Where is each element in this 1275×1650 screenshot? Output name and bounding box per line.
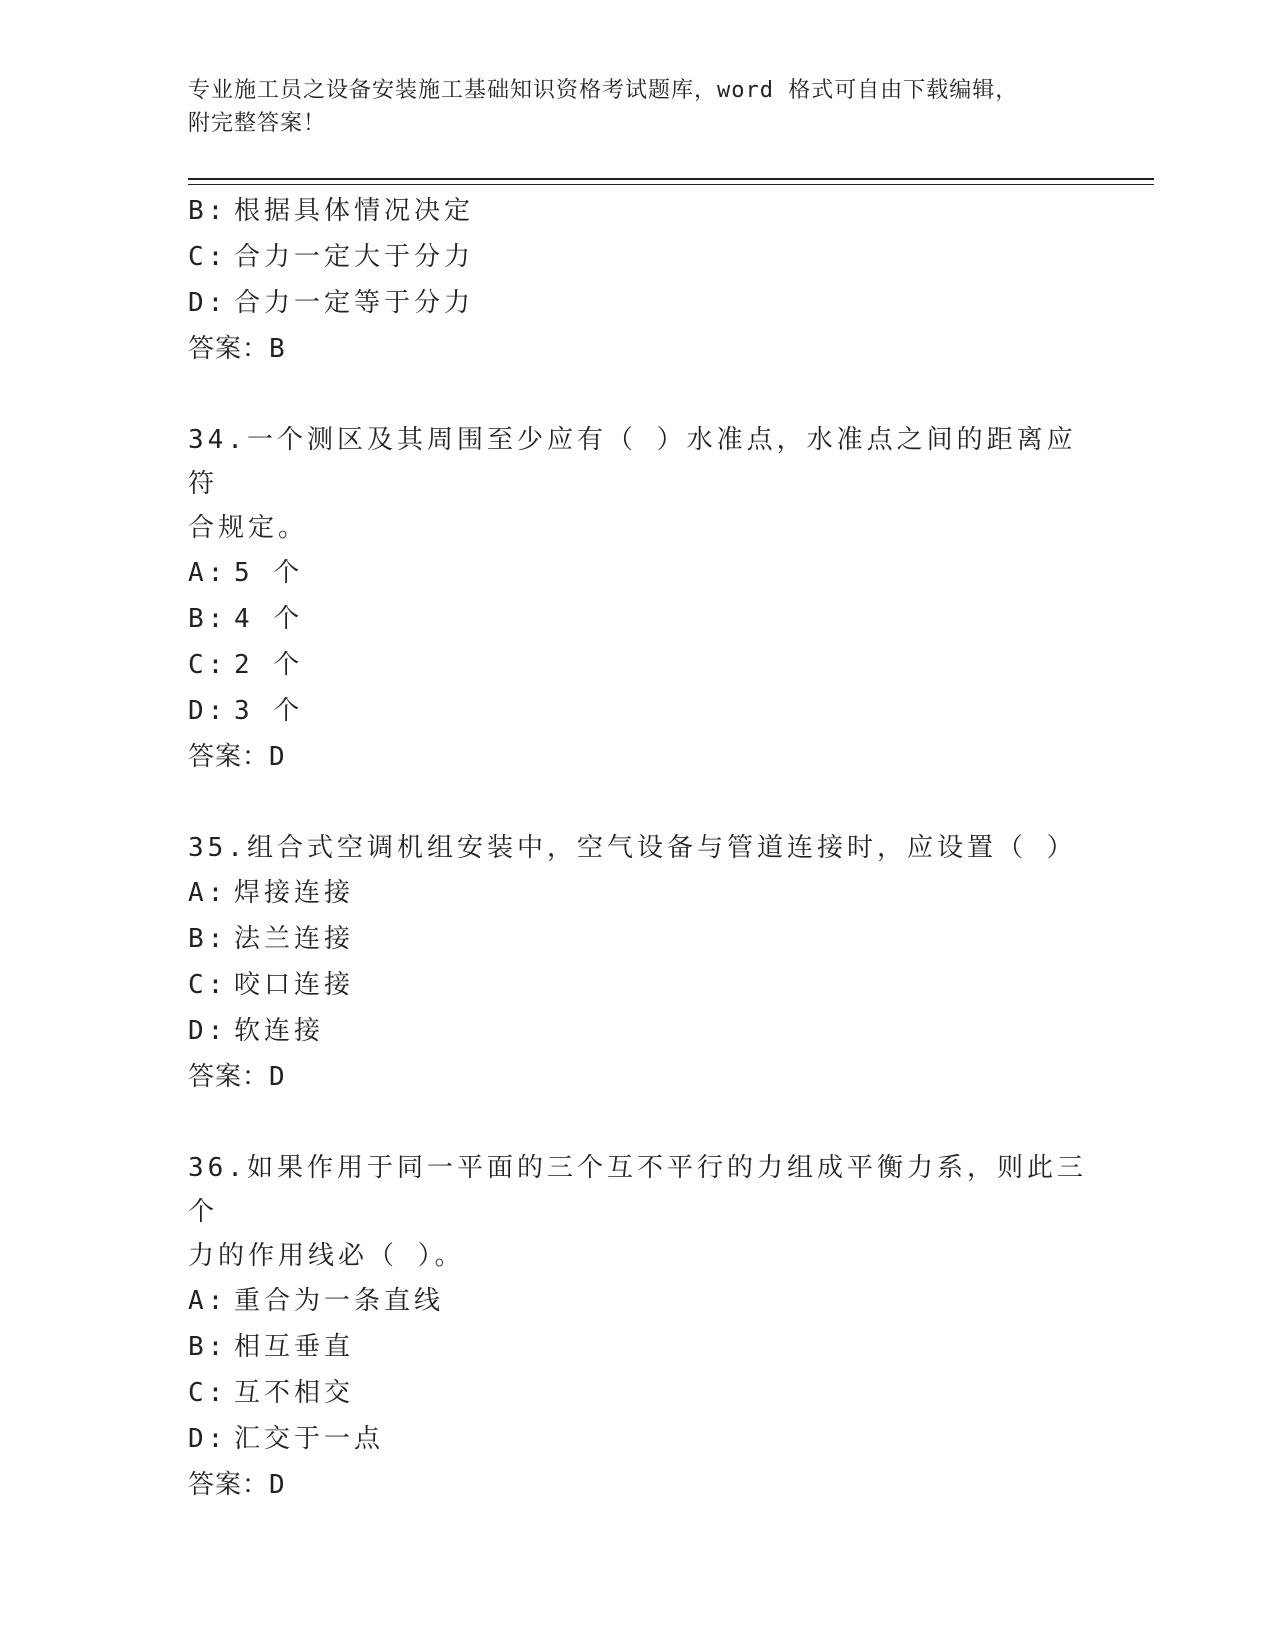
question-stem: [188, 826, 1088, 870]
option-d: [188, 1008, 1088, 1054]
option-text: 咬口连接: [234, 970, 355, 1000]
option-text: 焊接连接: [234, 878, 355, 908]
answer: 答案：D: [188, 1062, 286, 1092]
option-letter: B:: [188, 196, 228, 226]
option-a: [188, 870, 1088, 916]
option-text: 汇交于一点: [234, 1424, 385, 1454]
option-text: 互不相交: [234, 1378, 355, 1408]
option-letter: C:: [188, 970, 228, 1000]
question-stem-line-1: 36.如果作用于同一平面的三个互不平行的力组成平衡力系，则此三个: [188, 1153, 1087, 1227]
option-letter: B:: [188, 1332, 228, 1362]
header-divider-thick: [188, 178, 1154, 180]
question-36: [188, 1146, 1088, 1508]
option-text: 法兰连接: [234, 924, 355, 954]
question-34: [188, 418, 1088, 780]
option-b: [188, 596, 1088, 642]
option-letter: D:: [188, 1424, 228, 1454]
option-text: 4 个: [234, 604, 304, 634]
answer: 答案：D: [188, 742, 286, 772]
option-text: 软连接: [234, 1016, 325, 1046]
option-text: 5 个: [234, 558, 304, 588]
option-text: 2 个: [234, 650, 304, 680]
option-text: 根据具体情况决定: [234, 196, 475, 226]
option-c: [188, 1370, 1088, 1416]
document-header: [188, 74, 1088, 140]
option-letter: D:: [188, 1016, 228, 1046]
option-text: 合力一定等于分力: [234, 288, 475, 318]
option-letter: D:: [188, 288, 228, 318]
option-c: [188, 642, 1088, 688]
question-stem-line-2: 合规定。: [188, 513, 309, 543]
option-b: [188, 188, 1088, 234]
option-c: [188, 234, 1088, 280]
question-stem-line-2: 力的作用线必（ ）。: [188, 1241, 465, 1271]
option-letter: A:: [188, 558, 228, 588]
option-text: 相互垂直: [234, 1332, 355, 1362]
option-letter: A:: [188, 878, 228, 908]
option-letter: B:: [188, 924, 228, 954]
partial-question: [188, 188, 1088, 372]
header-divider-thin: [188, 184, 1154, 185]
option-a: [188, 550, 1088, 596]
option-d: [188, 280, 1088, 326]
option-c: [188, 962, 1088, 1008]
option-b: [188, 916, 1088, 962]
answer: 答案：B: [188, 334, 286, 364]
option-letter: C:: [188, 1378, 228, 1408]
answer: 答案：D: [188, 1470, 286, 1500]
header-title-line-1: 专业施工员之设备安装施工基础知识资格考试题库，word 格式可自由下载编辑，: [188, 78, 1019, 103]
option-text: 重合为一条直线: [234, 1286, 445, 1316]
option-text: 3 个: [234, 696, 304, 726]
option-letter: C:: [188, 650, 228, 680]
option-letter: C:: [188, 242, 228, 272]
option-letter: D:: [188, 696, 228, 726]
option-b: [188, 1324, 1088, 1370]
question-stem-line-1: 34.一个测区及其周围至少应有（ ）水准点，水准点之间的距离应符: [188, 425, 1077, 499]
option-text: 合力一定大于分力: [234, 242, 475, 272]
option-letter: A:: [188, 1286, 228, 1316]
option-d: [188, 1416, 1088, 1462]
header-title-line-2: 附完整答案！: [188, 111, 327, 136]
question-stem: [188, 1146, 1088, 1278]
question-stem: [188, 418, 1088, 550]
option-a: [188, 1278, 1088, 1324]
document-body: [188, 188, 1088, 1508]
option-d: [188, 688, 1088, 734]
option-letter: B:: [188, 604, 228, 634]
question-stem-line-1: 35.组合式空调机组安装中，空气设备与管道连接时，应设置（ ）: [188, 833, 1077, 863]
question-35: [188, 826, 1088, 1100]
